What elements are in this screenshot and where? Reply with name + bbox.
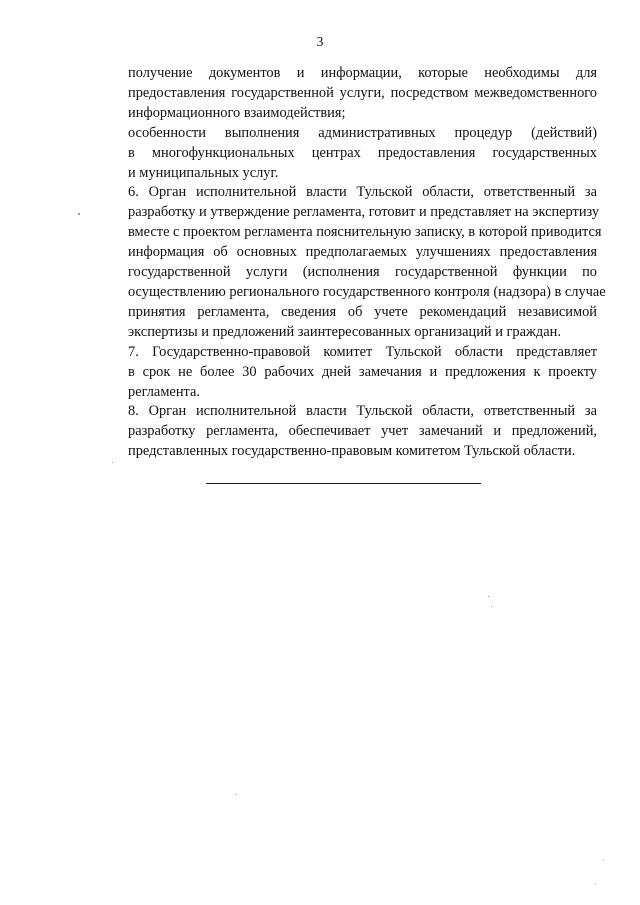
text-line: и муниципальных услуг. bbox=[128, 164, 279, 181]
text-line: принятия регламента, сведения об учете рекомендаций независимой bbox=[128, 303, 597, 320]
scan-speck bbox=[488, 596, 489, 597]
page-number: 3 bbox=[316, 34, 324, 49]
paragraph-item-7 bbox=[89, 343, 597, 403]
paragraph-documents bbox=[89, 64, 597, 124]
scan-speck bbox=[78, 213, 80, 215]
end-separator-line bbox=[206, 483, 481, 484]
text-line: регламента. bbox=[128, 383, 200, 400]
text-line: осуществлению регионального государственного контроля (надзора) в случае bbox=[128, 283, 606, 300]
scan-speck bbox=[236, 794, 237, 795]
scan-speck bbox=[491, 606, 492, 607]
text-line: в многофункциональных центрах предоставления государственных bbox=[128, 144, 597, 161]
text-line: представленных государственно-правовым комитетом Тульской области. bbox=[128, 443, 576, 460]
paragraph-item-6 bbox=[89, 183, 606, 342]
text-line: получение документов и информации, которые необходимы для bbox=[128, 65, 597, 81]
text-line: в срок не более 30 рабочих дней замечания и предложения к проекту bbox=[128, 363, 597, 380]
text-line: предоставления государственной услуги, посредством межведомственного bbox=[128, 84, 597, 101]
scan-speck bbox=[112, 462, 113, 463]
paragraph-item-8 bbox=[89, 402, 597, 462]
text-line: 8. Орган исполнительной власти Тульской области, ответственный за bbox=[128, 403, 597, 420]
text-line: государственной услуги (исполнения государственной функции по bbox=[128, 264, 597, 281]
scan-speck bbox=[603, 860, 604, 861]
text-line: информация об основных предполагаемых улучшениях предоставления bbox=[128, 244, 597, 261]
text-line: разработку и утверждение регламента, готовит и представляет на экспертизу bbox=[128, 204, 600, 221]
paragraph-mfc bbox=[89, 124, 597, 184]
text-line: 7. Государственно-правовой комитет Тульской области представляет bbox=[128, 343, 597, 360]
text-line: экспертизы и предложений заинтересованных организаций и граждан. bbox=[128, 323, 561, 340]
text-line: особенности выполнения административных процедур (действий) bbox=[128, 124, 597, 141]
document-body bbox=[89, 64, 606, 462]
text-line: 6. Орган исполнительной власти Тульской области, ответственный за bbox=[128, 184, 597, 201]
scan-speck bbox=[595, 883, 596, 884]
text-line: информационного взаимодействия; bbox=[128, 104, 346, 121]
text-line: вместе с проектом регламента пояснительную записку, в которой приводится bbox=[128, 224, 602, 241]
text-line: разработку регламента, обеспечивает учет замечаний и предложений, bbox=[128, 423, 597, 440]
